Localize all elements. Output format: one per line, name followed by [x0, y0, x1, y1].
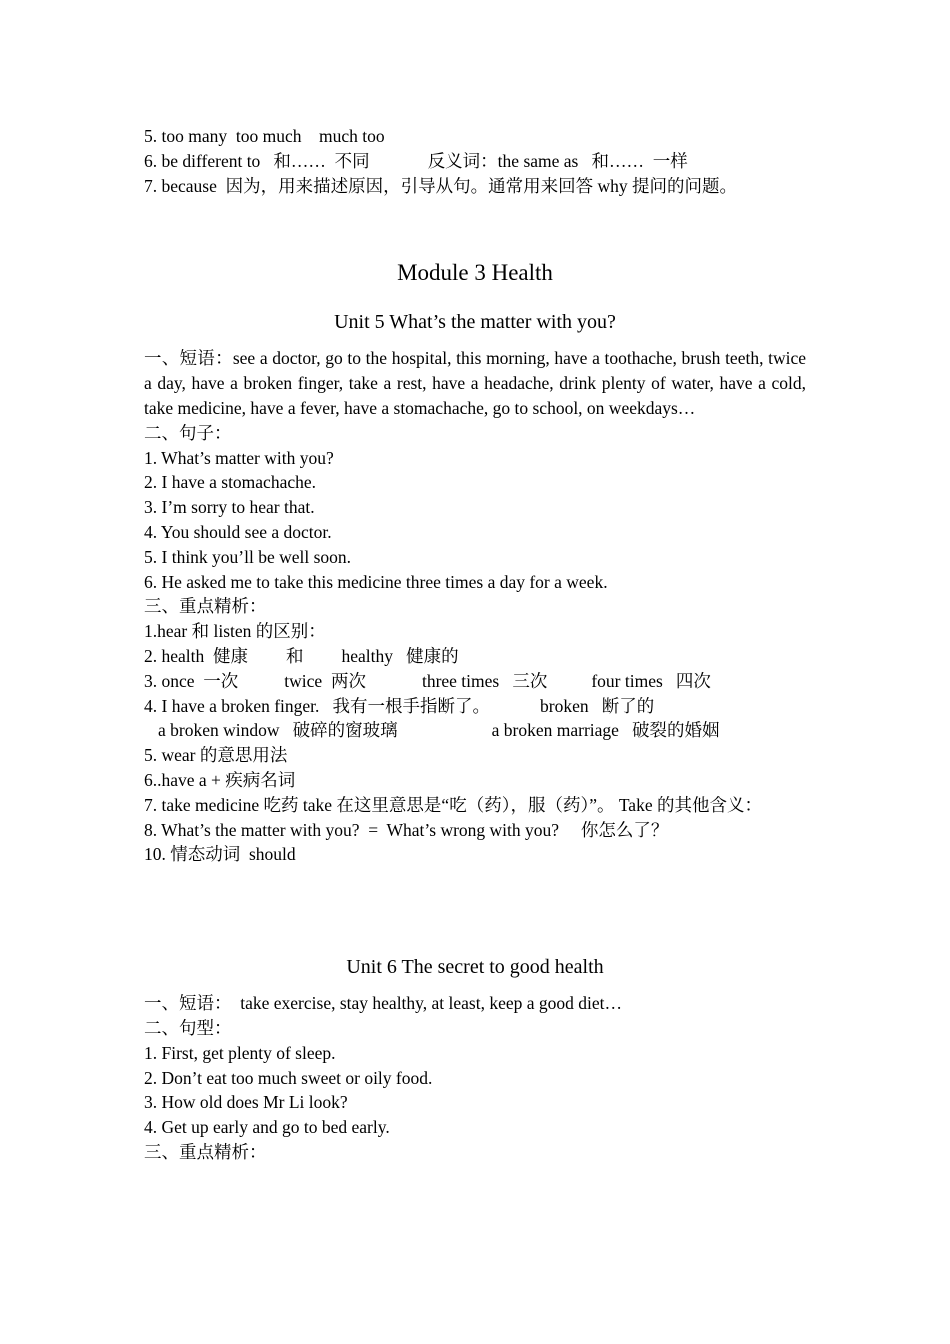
unit6-sentence: 3. How old does Mr Li look? [144, 1092, 348, 1113]
analysis-item-7: 7. take medicine 吃药 take 在这里意思是“吃（药），服（药）”。 Take 的其他含义： [144, 794, 762, 815]
unit5-sentence: 1. What’s matter with you? [144, 447, 334, 468]
unit5-title: Unit 5 What’s the matter with you? [334, 311, 616, 334]
analysis-item-10: 10. 情态动词 should [144, 844, 296, 865]
analysis-item-6: 6..have a + 疾病名词 [144, 769, 296, 790]
unit6-sentence: 4. Get up early and go to bed early. [144, 1117, 390, 1138]
analysis-item-4 [144, 694, 806, 719]
analysis-item-3 [144, 669, 806, 694]
unit5-sentence: 3. I’m sorry to hear that. [144, 497, 315, 518]
module-title: Module 3 Health [397, 260, 553, 286]
analysis-item-3-part: four times 四次 [591, 670, 711, 691]
unit6-sentence: 1. First, get plenty of sleep. [144, 1042, 336, 1063]
unit5-sentence: 6. He asked me to take this medicine three times a day for a week. [144, 571, 608, 592]
unit6-phrases: 一、短语： take exercise, stay healthy, at least, keep a good diet… [144, 993, 623, 1014]
analysis-item-2-part: 2. health 健康 [144, 645, 249, 666]
analysis-item-4-example [144, 718, 806, 743]
unit5-sentence: 5. I think you’ll be well soon. [144, 546, 352, 567]
analysis-item-5: 5. wear 的意思用法 [144, 745, 288, 766]
unit5-analysis-heading: 三、重点精析： [144, 596, 267, 617]
analysis-item-4-part: broken 断了的 [540, 695, 655, 716]
analysis-item-3-part: 3. once 一次 [144, 670, 239, 691]
unit6-analysis-heading: 三、重点精析： [144, 1141, 267, 1162]
analysis-item-3-part: three times 三次 [421, 670, 548, 691]
analysis-item-2 [144, 644, 806, 669]
list-item-6-part-a: 6. be different to 和…… 不同 [144, 150, 370, 171]
analysis-item-2-part: healthy 健康的 [341, 645, 459, 666]
unit5-sentence: 2. I have a stomachache. [144, 472, 317, 493]
analysis-item-4-example-part: a broken marriage 破裂的婚姻 [491, 720, 720, 741]
list-item-6-part-b: 反义词：the same as 和…… 一样 [427, 150, 688, 171]
unit5-phrases: 一、短语：see a doctor, go to the hospital, this morning, have a toothache, brush teeth, twice a day, have a broken finger, take a rest, have a headache, drink plenty of water, have a cold, take medicine, have a fever, have a stomachache, go to school, on weekdays… [144, 348, 806, 418]
list-item-5: 5. too many too much much too [144, 126, 385, 146]
unit5-sentences-heading: 二、句子： [144, 422, 232, 443]
analysis-item-4-part: 4. I have a broken finger. 我有一根手指断了。 [144, 695, 491, 716]
list-item-6 [144, 149, 806, 174]
unit5-sentence: 4. You should see a doctor. [144, 521, 332, 542]
analysis-item-8: 8. What’s the matter with you? = What’s wrong with you? 你怎么了？ [144, 819, 669, 840]
analysis-item-1: 1.hear 和 listen 的区别： [144, 621, 326, 642]
analysis-item-2-part: 和 [286, 645, 304, 666]
document-page [144, 124, 806, 1165]
analysis-item-3-part: twice 两次 [284, 670, 366, 691]
unit6-sentences-heading: 二、句型： [144, 1017, 232, 1038]
unit6-title: Unit 6 The secret to good health [346, 956, 604, 979]
unit6-sentence: 2. Don’t eat too much sweet or oily food. [144, 1067, 433, 1088]
analysis-item-4-example-part: a broken window 破碎的窗玻璃 [158, 720, 398, 741]
list-item-7: 7. because 因为，用来描述原因，引导从句。通常用来回答 why 提问的问题。 [144, 175, 738, 196]
